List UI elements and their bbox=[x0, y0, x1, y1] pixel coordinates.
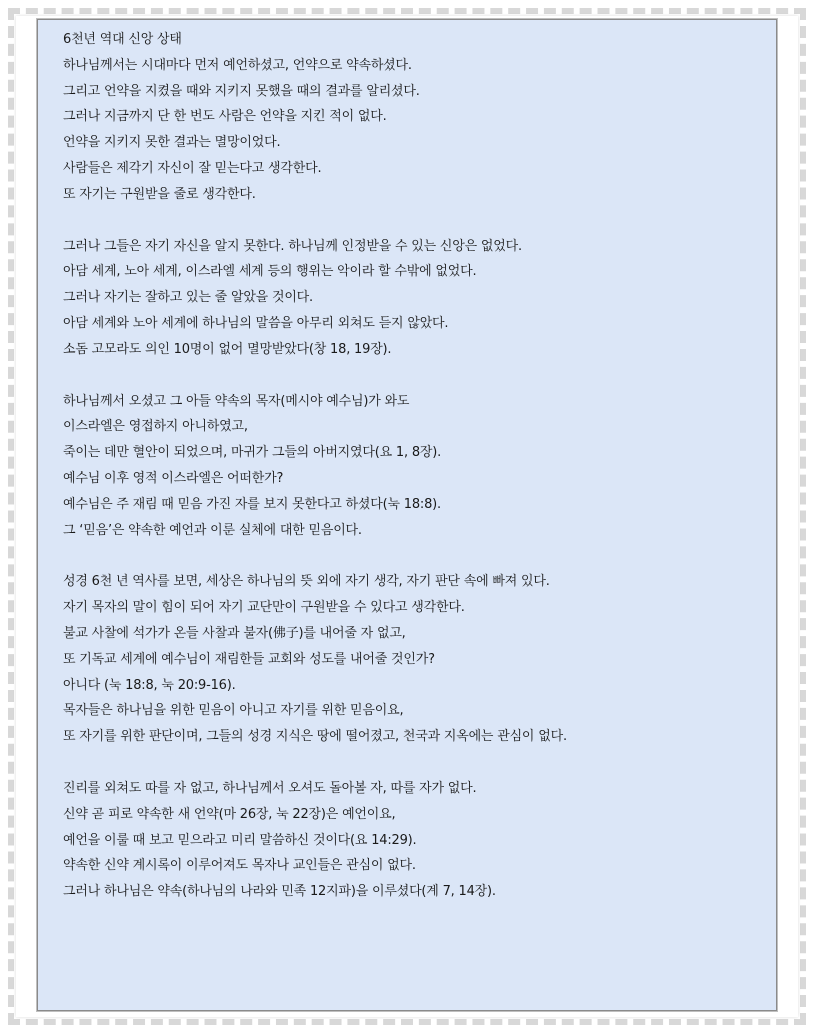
paragraph-4 bbox=[63, 569, 768, 750]
text-line: 하나님께서는 시대마다 먼저 예언하셨고, 언약으로 약속하셨다. bbox=[63, 57, 412, 73]
text-line: 이스라엘은 영접하지 아니하였고, bbox=[63, 419, 248, 435]
text-line: 하나님께서 오셨고 그 아들 약속의 목자(메시야 예수님)가 와도 bbox=[63, 393, 410, 409]
text-panel-inner bbox=[37, 19, 777, 1011]
paragraph-2 bbox=[63, 234, 768, 363]
text-line: 목자들은 하나님을 위한 믿음이 아니고 자기를 위한 믿음이요, bbox=[63, 703, 404, 719]
text-line: 또 기독교 세계에 예수님이 재림한들 교회와 성도를 내어줄 것인가? bbox=[63, 651, 435, 667]
text-line: 불교 사찰에 석가가 온들 사찰과 불자(佛子)를 내어줄 자 없고, bbox=[63, 625, 406, 641]
text-line: 예언을 이룰 때 보고 믿으라고 미리 말씀하신 것이다(요 14:29). bbox=[63, 832, 417, 848]
paragraph-1 bbox=[63, 27, 768, 208]
text-line: 진리를 외쳐도 따를 자 없고, 하나님께서 오셔도 돌아볼 자, 따를 자가 없다. bbox=[63, 780, 477, 796]
text-line: 또 자기를 위한 판단이며, 그들의 성경 지식은 땅에 떨어졌고, 천국과 지옥에는 관심이 없다. bbox=[63, 729, 567, 745]
text-line: 또 자기는 구원받을 줄로 생각한다. bbox=[63, 186, 256, 202]
text-line: 언약을 지키지 못한 결과는 멸망이었다. bbox=[63, 135, 281, 151]
text-line: 그러나 자기는 잘하고 있는 줄 알았을 것이다. bbox=[63, 290, 313, 306]
text-line: 그러나 하나님은 약속(하나님의 나라와 민족 12지파)을 이루셨다(계 7, 14장). bbox=[63, 884, 496, 900]
text-line: 아니다 (눅 18:8, 눅 20:9-16). bbox=[63, 677, 236, 693]
text-panel bbox=[36, 18, 778, 1012]
text-line: 그러나 지금까지 단 한 번도 사람은 언약을 지킨 적이 없다. bbox=[63, 109, 387, 125]
paragraph-5 bbox=[63, 776, 768, 905]
text-line: 사람들은 제각기 자신이 잘 믿는다고 생각한다. bbox=[63, 160, 322, 176]
text-line: 아담 세계와 노아 세계에 하나님의 말씀을 아무리 외쳐도 듣지 않았다. bbox=[63, 315, 449, 331]
paragraph-3 bbox=[63, 389, 768, 544]
text-line: 예수님 이후 영적 이스라엘은 어떠한가? bbox=[63, 470, 284, 486]
text-line: 아담 세계, 노아 세계, 이스라엘 세계 등의 행위는 악이라 할 수밖에 없었다. bbox=[63, 264, 477, 280]
text-line: 약속한 신약 계시록이 이루어져도 목자나 교인들은 관심이 없다. bbox=[63, 858, 416, 874]
text-line: 신약 곧 피로 약속한 새 언약(마 26장, 눅 22장)은 예언이요, bbox=[63, 806, 396, 822]
document-title: 6천년 역대 신앙 상태 bbox=[63, 32, 182, 47]
text-line: 그 ‘믿음’은 약속한 예언과 이룬 실체에 대한 믿음이다. bbox=[63, 522, 362, 538]
text-line: 죽이는 데만 혈안이 되었으며, 마귀가 그들의 아버지였다(요 1, 8장). bbox=[63, 445, 442, 461]
text-line: 그리고 언약을 지켰을 때와 지키지 못했을 때의 결과를 알리셨다. bbox=[63, 83, 420, 99]
text-line: 예수님은 주 재림 때 믿음 가진 자를 보지 못한다고 하셨다(눅 18:8). bbox=[63, 496, 441, 512]
text-line: 자기 목자의 말이 힘이 되어 자기 교단만이 구원받을 수 있다고 생각한다. bbox=[63, 600, 465, 616]
text-line: 소돔 고모라도 의인 10명이 없어 멸망받았다(창 18, 19장). bbox=[63, 341, 392, 357]
text-line: 성경 6천 년 역사를 보면, 세상은 하나님의 뜻 외에 자기 생각, 자기 판단 속에 빠져 있다. bbox=[63, 574, 550, 590]
text-line: 그러나 그들은 자기 자신을 알지 못한다. 하나님께 인정받을 수 있는 신앙은 없었다. bbox=[63, 238, 522, 254]
